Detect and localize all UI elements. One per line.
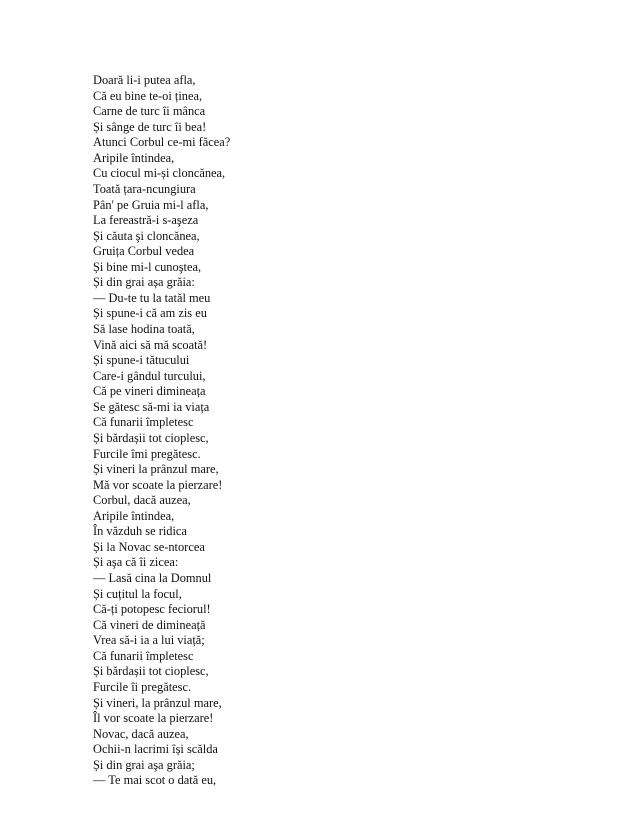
poem-line: Îl vor scoate la pierzare! [93, 711, 214, 726]
poem-line: Și bărdașii tot cioplesc, [93, 664, 209, 679]
poem-line: Și bărdașii tot cioplesc, [93, 430, 209, 445]
poem-line: Atunci Corbul ce-mi făcea? [93, 135, 231, 150]
poem-line: Că funarii împletesc [93, 648, 194, 663]
poem-line: Și vineri la prânzul mare, [93, 462, 219, 477]
poem-line: Corbul, dacă auzea, [93, 493, 191, 508]
poem-line: În văzduh se ridica [93, 524, 187, 539]
poem-line: Că-ți potopesc feciorul! [93, 602, 211, 617]
poem-line: Că funarii împletesc [93, 415, 194, 430]
poem-line: Furcile îmi pregătesc. [93, 446, 201, 461]
poem-line: Că eu bine te-oi ținea, [93, 88, 203, 103]
poem-line: Care-i gândul turcului, [93, 368, 206, 383]
poem-line: Să lase hodina toată, [93, 322, 195, 336]
poem-line: Și din grai aşa grăia; [93, 757, 195, 772]
poem-line: Și cuțitul la focul, [93, 586, 182, 601]
poem-line: Pân' pe Gruia mi-l afla, [93, 197, 209, 212]
poem-line: Și aşa că îi zicea: [93, 555, 179, 570]
poem-line: Doară li-i putea afla, [93, 73, 196, 87]
poem-line: La fereastră-i s-aşeza [93, 213, 199, 228]
poem-line: Aripile întindea, [93, 508, 175, 523]
poem-line: Și bine mi-l cunoştea, [93, 259, 202, 274]
poem-line: Și la Novac se-ntorcea [93, 539, 205, 554]
poem-line: Vină aici să mă scoată! [93, 337, 208, 352]
poem-line: — Lasă cina la Domnul [93, 571, 212, 585]
poem-line: Vrea să-i ia a lui viață; [93, 633, 205, 648]
poem-line: Că pe vineri dimineața [93, 384, 206, 399]
poem-line: Și căuta şi cloncănea, [93, 228, 200, 243]
poem-line: Carne de turc îi mânca [93, 104, 206, 119]
poem-line: Cu ciocul mi-și cloncănea, [93, 166, 226, 181]
poem-line: Novac, dacă auzea, [93, 726, 189, 741]
poem-line: Toată țara-ncungiura [93, 181, 196, 196]
poem-text [93, 73, 230, 789]
poem-line: Furcile îi pregătesc. [93, 679, 192, 694]
poem-line: Și spune-i că am zis eu [93, 306, 207, 321]
poem-line: Că vineri de dimineață [93, 617, 206, 632]
poem-line: Mă vor scoate la pierzare! [93, 477, 223, 492]
poem-line: Și spune-i tătucului [93, 353, 190, 368]
poem-line: Gruița Corbul vedea [93, 244, 195, 259]
poem-line: — Du-te tu la tatăl meu [93, 290, 211, 305]
poem-line: Ochii-n lacrimi își scălda [93, 742, 218, 757]
poem-line: — Te mai scot o dată eu, [93, 773, 217, 788]
poem-line: Și vineri, la prânzul mare, [93, 695, 222, 710]
poem-line: Aripile întindea, [93, 150, 175, 165]
poem-line: Și sânge de turc îi bea! [93, 119, 207, 134]
poem-line: Se gătesc să-mi ia viața [93, 399, 210, 414]
poem-line: Și din grai așa grăia: [93, 275, 195, 290]
